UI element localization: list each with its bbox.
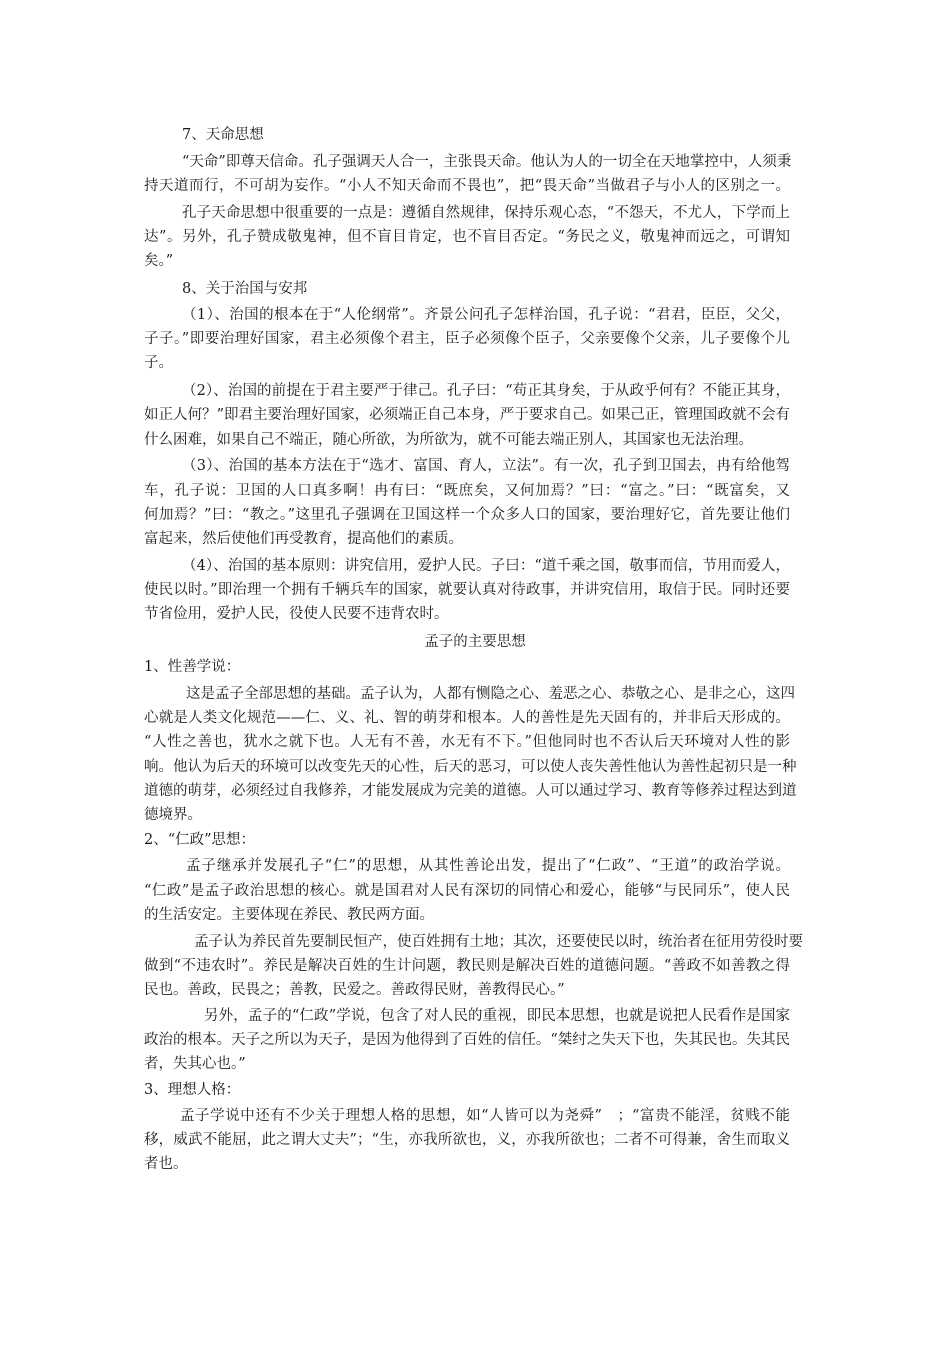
paragraph-line: 者，失其心也。”	[144, 1056, 246, 1072]
section-heading-lixiang: 3、理想人格：	[144, 1082, 241, 1098]
paragraph-line: 持天道而行，不可胡为妄作。“小人不知天命而不畏也”，把“畏天命”当做君子与小人的区别之一。	[144, 178, 790, 194]
paragraph-line: 者也。	[144, 1156, 188, 1172]
paragraph-line: 车，孔子说：卫国的人口真多啊！冉有曰：“既庶矣，又何加焉？”曰：“富之。”曰：“既富矣，又	[144, 483, 790, 499]
paragraph-line: “仁政”是孟子政治思想的核心。就是国君对人民有深切的同情心和爱心，能够“与民同乐”，使人民	[144, 883, 790, 899]
paragraph-line: 心就是人类文化规范——仁、义、礼、智的萌芽和根本。人的善性是先天固有的，并非后天形成的。	[144, 710, 790, 726]
paragraph-line: 政治的根本。天子之所以为天子，是因为他得到了百姓的信任。“桀纣之失天下也，失其民也。失其民	[144, 1032, 790, 1048]
paragraph-line: 另外，孟子的“仁政”学说，包含了对人民的重视，即民本思想，也就是说把人民看作是国家	[204, 1008, 790, 1024]
paragraph-line: 响。他认为后天的环境可以改变先天的心性，后天的恶习，可以使人丧失善性他认为善性起初只是一种	[144, 759, 797, 775]
paragraph-line: 子。	[144, 355, 173, 371]
section-heading-xingshan: 1、性善学说：	[144, 659, 241, 675]
paragraph-line: （3）、治国的基本方法在于“选才、富国、育人，立法”。有一次，孔子到卫国去，冉有给他驾	[182, 458, 790, 474]
paragraph-line: 孟子认为养民首先要制民恒产，使百姓拥有土地；其次，还要使民以时，统治者在征用劳役时要	[194, 934, 803, 950]
paragraph-line: 道德的萌芽，必须经过自我修养，才能发展成为完美的道德。人可以通过学习、教育等修养过程达到道	[144, 783, 797, 799]
section-heading-zhiguo: 8、关于治国与安邦	[182, 281, 308, 297]
section-heading-tianming: 7、天命思想	[182, 127, 264, 143]
paragraph-line: 矣。”	[144, 253, 174, 269]
paragraph-line: 德境界。	[144, 807, 202, 823]
paragraph-line: 达”。另外，孔子赞成敬鬼神，但不盲目肯定，也不盲目否定。“务民之义，敬鬼神而远之，可谓知	[144, 229, 790, 245]
paragraph-line: 子子。”即要治理好国家，君主必须像个君主，臣子必须像个臣子，父亲要像个父亲，儿子要像个儿	[144, 331, 790, 347]
paragraph-line: 民也。善政，民畏之；善教，民爱之。善政得民财，善教得民心。”	[144, 982, 565, 998]
paragraph-line: 做到“不违农时”。养民是解决百姓的生计问题，教民则是解决百姓的道德问题。“善政不如善教之得	[144, 958, 790, 974]
paragraph-line: （2）、治国的前提在于君主要严于律己。孔子曰：“苟正其身矣，于从政乎何有？不能正其身，	[182, 383, 790, 399]
paragraph-line: 移，威武不能屈，此之谓大丈夫”；“生，亦我所欲也，义，亦我所欲也；二者不可得兼，舍生而取义	[144, 1132, 790, 1148]
paragraph-line: 孟子学说中还有不少关于理想人格的思想，如“人皆可以为尧舜” ；“富贵不能淫，贫贱不能	[180, 1108, 790, 1124]
paragraph-line: 孔子天命思想中很重要的一点是：遵循自然规律，保持乐观心态，“不怨天，不尤人，下学而上	[182, 205, 790, 221]
paragraph-line: 孟子继承并发展孔子“仁”的思想，从其性善论出发，提出了“仁政”、“王道”的政治学说。	[186, 858, 790, 874]
paragraph-line: 什么困难，如果自己不端正，随心所欲，为所欲为，就不可能去端正别人，其国家也无法治理。	[144, 432, 753, 448]
paragraph-line: （1）、治国的根本在于“人伦纲常”。齐景公问孔子怎样治国，孔子说：“君君，臣臣，父父，	[182, 307, 790, 323]
paragraph-line: 富起来，然后使他们再受教育，提高他们的素质。	[144, 531, 463, 547]
paragraph-line: 如正人何？”即君主要治理好国家，必须端正自己本身，严于要求自己。如果己正，管理国政就不会有	[144, 407, 790, 423]
paragraph-line: （4）、治国的基本原则：讲究信用，爱护人民。子曰：“道千乘之国，敬事而信，节用而爱人，	[182, 558, 790, 574]
mencius-section-title: 孟子的主要思想	[424, 634, 526, 650]
section-heading-renzheng: 2、“仁政”思想：	[144, 832, 256, 848]
paragraph-line: 的生活安定。主要体现在养民、教民两方面。	[144, 907, 434, 923]
paragraph-line: 这是孟子全部思想的基础。孟子认为，人都有恻隐之心、羞恶之心、恭敬之心、是非之心，这四	[186, 686, 795, 702]
paragraph-line: “天命”即尊天信命。孔子强调天人合一，主张畏天命。他认为人的一切全在天地掌控中，人须秉	[182, 154, 792, 170]
paragraph-line: 节省俭用，爱护人民，役使人民要不违背农时。	[144, 606, 449, 622]
paragraph-line: “人性之善也，犹水之就下也。人无有不善，水无有不下。”但他同时也不否认后天环境对人性的影	[144, 734, 790, 750]
paragraph-line: 何加焉？”曰：“教之。”这里孔子强调在卫国这样一个众多人口的国家，要治理好它，首先要让他们	[144, 507, 790, 523]
paragraph-line: 使民以时。”即治理一个拥有千辆兵车的国家，就要认真对待政事，并讲究信用，取信于民。同时还要	[144, 582, 790, 598]
